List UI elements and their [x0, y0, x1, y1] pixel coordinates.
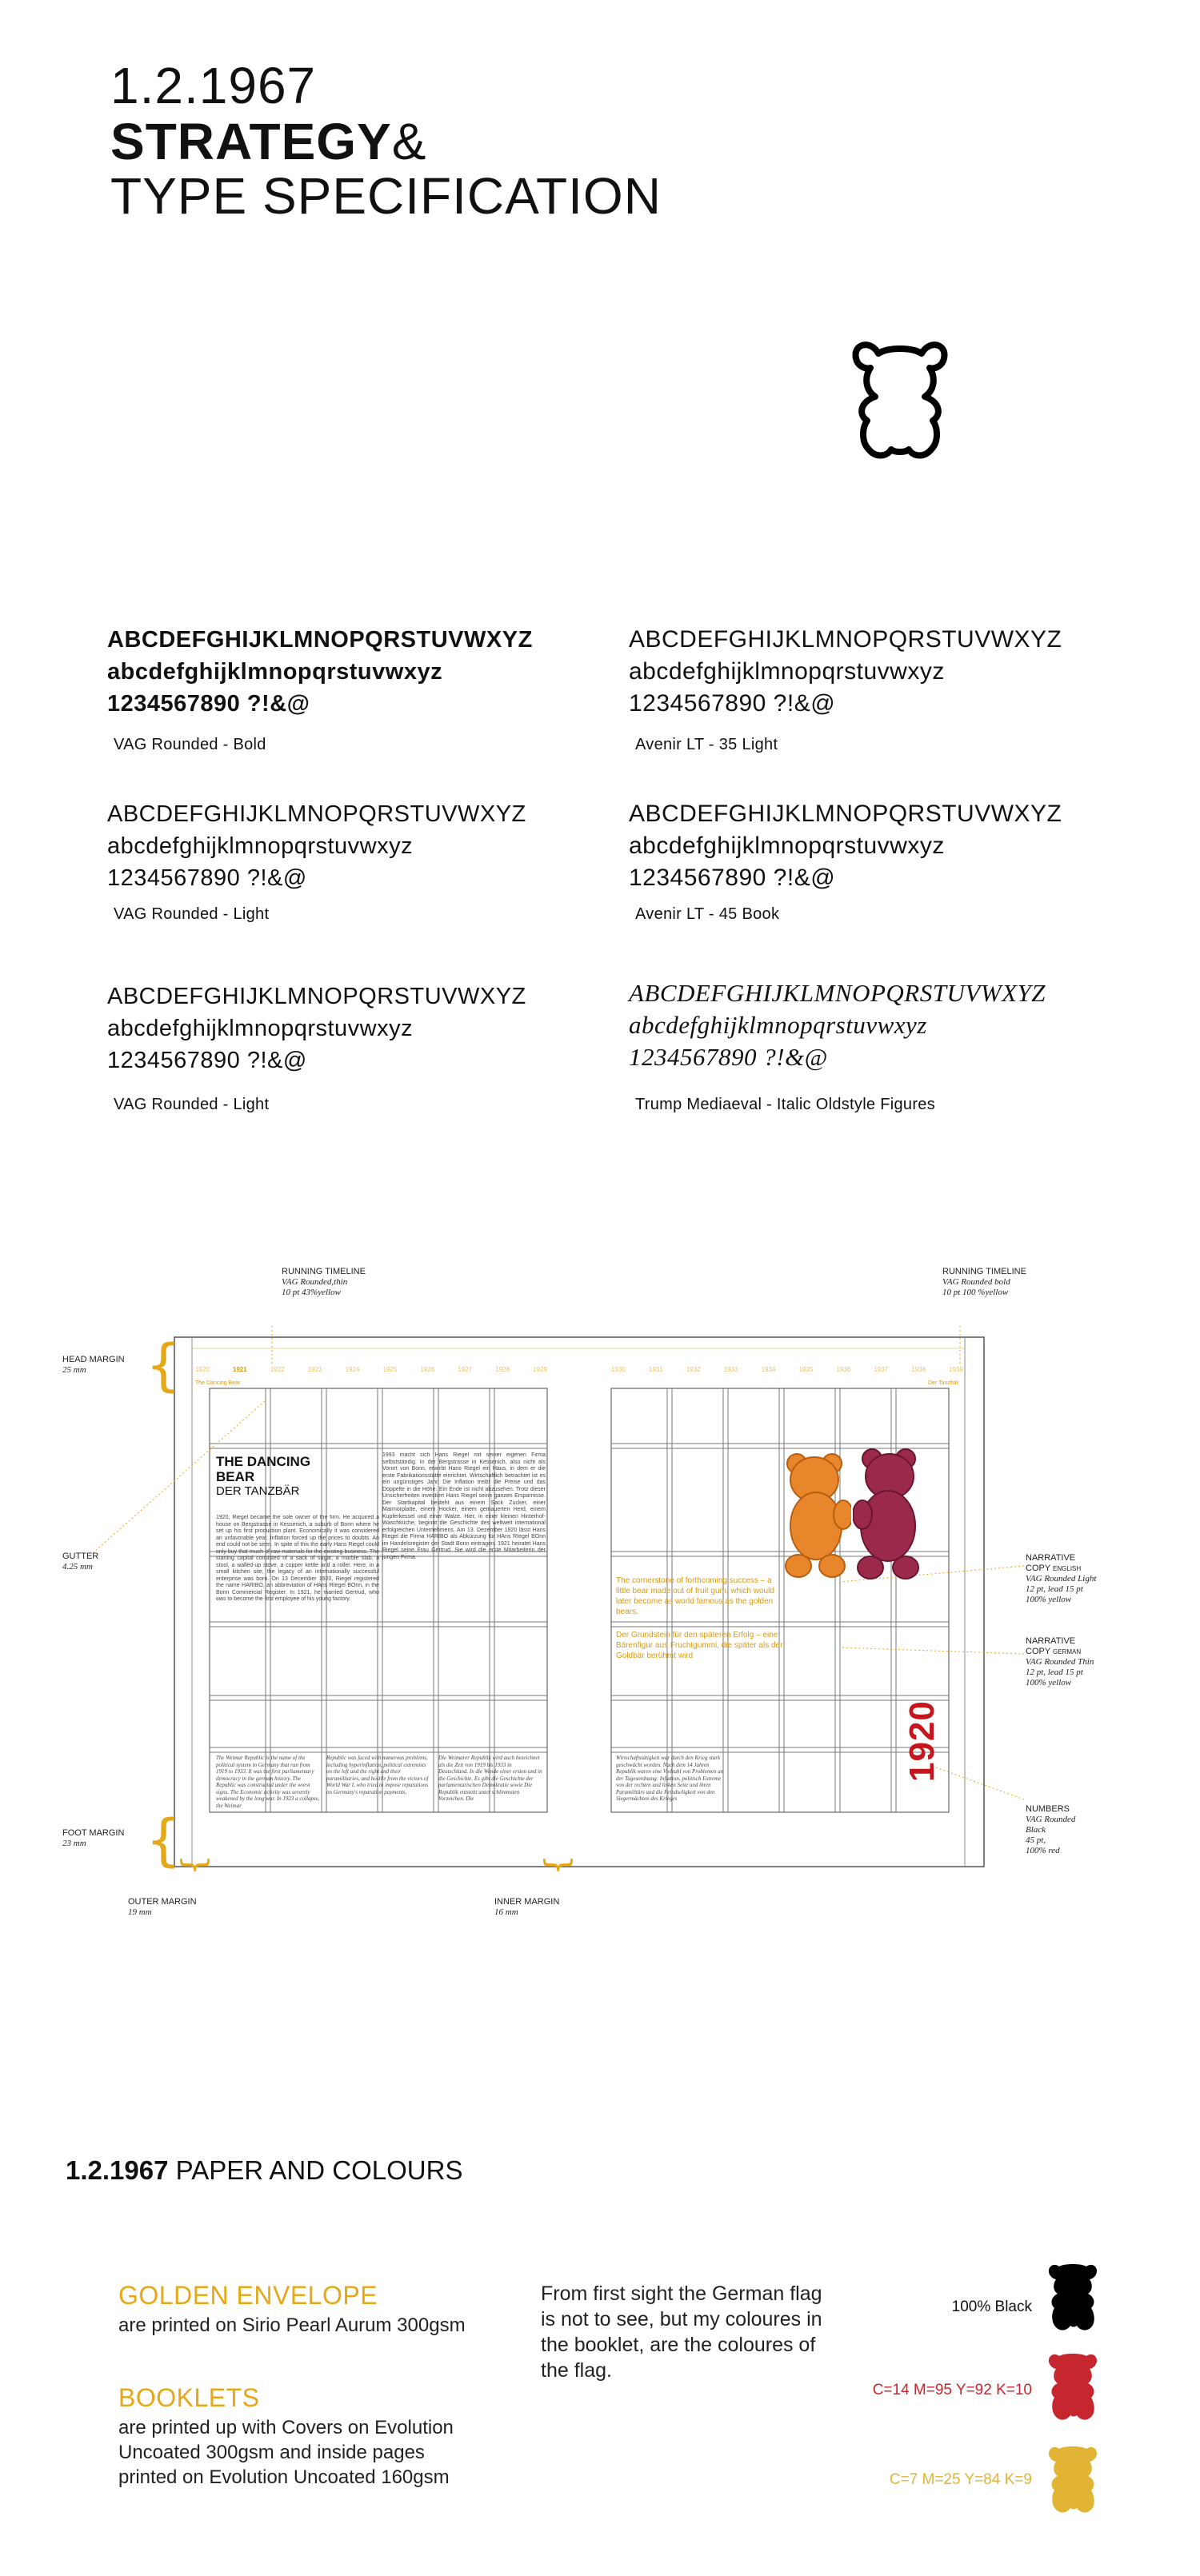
header-date: 1.2.1967 [110, 57, 317, 114]
specimen-digits: 1234567890 ?!&@ [629, 1043, 828, 1071]
specimen-upper: ABCDEFGHIJKLMNOPQRSTUVWXYZ [629, 626, 1062, 653]
annotation-tag: ENGLISH [1053, 1565, 1082, 1572]
timeline-year: 1924 [345, 1366, 360, 1373]
narrative-copy-german: Der Grundstein für den späteren Erfolg – eine Bärenfigur aus Fruchtgummi, die später als der Goldbär berühmt wird [616, 1631, 783, 1660]
specimen-digits: 1234567890 ?!&@ [107, 865, 307, 891]
specimen-digits: 1234567890 ?!&@ [107, 1048, 307, 1073]
annotation-line: VAG Rounded Thin [1026, 1657, 1094, 1667]
footnote-col-1: The Weimar Republic is the name of the political system in Germany that ran from 1919 to 1933. It was the first parliamentary democracy in the german history. The Republic was constructed under the worst signs. The Economic activity was severely weakened by the long war. In 1923 a collapse, the Weimar [216, 1755, 320, 1809]
specimen-lower: abcdefghijklmnopqrstuvwxyz [629, 833, 945, 859]
footnote-col-2: Republic was faced with numerous problems, including hyperinflation, political extremists on the left and the right and their paramilitaries, and hostile from the victors of World War I, who tried to impose reparations on Germany's reparation payments. [326, 1755, 429, 1795]
timeline-year: 1937 [874, 1366, 889, 1373]
annotation-running-timeline-left [282, 1267, 366, 1298]
annotation-line: 100% red [1026, 1846, 1060, 1855]
annotation-title: NARRATIVE [1026, 1553, 1076, 1563]
head-margin-bracket: { [146, 1332, 182, 1398]
annotation-line: VAG Rounded [1026, 1815, 1076, 1824]
red-bear-image [853, 1443, 925, 1584]
annotation-line: VAG Rounded bold [942, 1277, 1010, 1287]
annotation-foot-margin [62, 1828, 124, 1849]
timeline-year: 1933 [723, 1366, 738, 1373]
body-copy-german: 1993 macht sich Hans Riegel mit seiner eigenen Firma selbstständig. In der Bergstrasse in Kessenich, also nicht als Vorort von Bonn, erwirbt Hans Riegel ein Haus, in dem er die erste Fabrikationsstätte einrichtet. Wirtschaftlich betrachtet ist es ein ungünstiges Jahr. Die Inflation treibt die Preise und das Doppelte in die Höhe. Ein Ende ist nicht abzusehen. Trotz dieser Unsicherheiten investiert Hans Riegel seine ganzen Ersparnisse. Der Startkapital besteht aus einem Sack Zucker, einer Marmorplatte, einem Hocker, einem gemauerten Herd, einem Kupferkessel und einer Walze. Hier, in einer kleinen Hinterhof-Waschküche, beginnt die Geschichte des weltweit international erfolgreichen Unternehmens. Am 13. Dezember 1920 lässt Hans Riegel die Firma HARIBO als Abkürzung für HAns RIegel BOnn im Handelsregister der Stadt Bonn eintragen. 1921 heiratet Hans Riegel seine Frau Gertrud. Sie wird die erste Mitarbeiterin der jungen Firma. [382, 1452, 546, 1560]
red-bear-swatch [1046, 2351, 1099, 2422]
specimen-lower: abcdefghijklmnopqrstuvwxyz [107, 833, 414, 859]
timeline-year: 1931 [648, 1366, 663, 1373]
annotation-title: COPY [1026, 1647, 1050, 1656]
swatch-label-yellow: C=7 M=25 Y=84 K=9 [889, 2471, 1032, 2488]
left-running-head: The Dancing Bear [195, 1380, 241, 1386]
swatch-label-red: C=14 M=95 Y=92 K=10 [872, 2382, 1032, 2398]
timeline-year: 1925 [382, 1366, 398, 1373]
article-headline [216, 1454, 310, 1484]
flag-text: From first sight the German flag is not to see, but my coloures in the booklet, are the coloures of the flag. [541, 2282, 822, 2382]
annotation-line: 10 pt 100 %yellow [942, 1288, 1009, 1297]
inner-margin-bracket: { [538, 1855, 576, 1875]
annotation-title: GUTTER [62, 1552, 99, 1561]
article-headline-german: DER TANZBÄR [216, 1484, 300, 1498]
annotation-narrative-english [1026, 1553, 1096, 1605]
annotation-line: 4.25 mm [62, 1562, 93, 1572]
body-copy-english: 1920, Riegel became the sole owner of the firm. He acquired a house on Bergstrasse in Kessenich, a suburb of Bonn where he set up his first production plant. Economically it was considered an unfavorable year. Inflation forced up the prices to doubts. An end could not be seen. In spite of this the early Hans Riegel could only buy that much of raw materials for the existing business. The starting capital consisted of a sack of sugar, a marble slab, a stool, a walled-up stove, a copper kettle and a roller. Here, in a small kitchen site, the legacy of an internationally successful enterprise was born. On 13 December 1920, Riegel registered the name HARIBO, an abbreviation of HAns RIegel BOnn, in the Bonn Commercial Register. In 1921, he married Gertrud, who was to become the first employee of his young factory. [216, 1515, 379, 1602]
specimen-vag-light-2 [107, 980, 526, 1076]
specimen-vag-light [107, 798, 526, 894]
headline-line: THE DANCING [216, 1454, 311, 1469]
annotation-line: 45 pt, [1026, 1835, 1046, 1845]
specimen-digits: 1234567890 ?!&@ [629, 865, 836, 891]
header-strategy [110, 114, 426, 170]
swatch-label-black: 100% Black [951, 2298, 1032, 2315]
timeline-year: 1922 [270, 1366, 285, 1373]
annotation-line: 100% yellow [1026, 1678, 1072, 1687]
annotation-line: 10 pt 43%yellow [282, 1288, 341, 1297]
footnote-col-4: Wirtschaftstätigkeit war durch den Krieg stark geschwächt worden. Nach dem 14 Jahren Republik waren eine Vielzahl von Problemen an der Tagesordnung: Inflation, politisch Extreme von der rechten und linken Seite und ihren Paramilitärs und die Feindseligkeit von den Siegermächten des Krieges [616, 1755, 724, 1802]
paper-section-title [66, 2155, 462, 2186]
timeline-year: 1926 [420, 1366, 435, 1373]
annotation-head-margin [62, 1355, 125, 1376]
headline-line: BEAR [216, 1469, 255, 1484]
header-subtitle: TYPE SPECIFICATION [110, 167, 662, 225]
specimen-upper: ABCDEFGHIJKLMNOPQRSTUVWXYZ [629, 979, 1046, 1007]
annotation-tag: GERMAN [1053, 1648, 1082, 1655]
annotation-title: INNER MARGIN [494, 1897, 560, 1907]
strategy-word: STRATEGY [110, 113, 392, 170]
annotation-line: VAG Rounded,thin [282, 1277, 348, 1287]
annotation-title: NARRATIVE [1026, 1636, 1076, 1646]
specimen-lower: abcdefghijklmnopqrstuvwxyz [629, 1011, 927, 1039]
annotation-outer-margin [128, 1897, 197, 1918]
timeline-year-current: 1921 [232, 1366, 247, 1373]
section-title-date: 1.2.1967 [66, 2155, 169, 2185]
annotation-line: VAG Rounded Light [1026, 1574, 1097, 1584]
yellow-bear-swatch [1046, 2444, 1099, 2514]
specimen-label: VAG Rounded - Light [114, 1096, 270, 1113]
right-running-head: Der Tanzbär [928, 1380, 959, 1386]
timeline-year: 1920 [195, 1366, 210, 1373]
timeline-year: 1932 [686, 1366, 701, 1373]
specimen-avenir-light [629, 624, 1062, 720]
bear-outline-icon [848, 337, 952, 465]
specimen-lower: abcdefghijklmnopqrstuvwxyz [107, 659, 443, 685]
outer-margin-bracket: { [175, 1855, 213, 1875]
narrative-copy-english: The cornerstone of forthcoming success – a little bear made out of fruit gum, which would later become as world famous as the golden bears. [616, 1576, 774, 1616]
specimen-lower: abcdefghijklmnopqrstuvwxyz [629, 658, 945, 685]
timeline-year: 1934 [761, 1366, 776, 1373]
timeline-year: 1927 [458, 1366, 473, 1373]
right-timeline [611, 1366, 963, 1373]
specimen-digits: 1234567890 ?!&@ [107, 691, 310, 717]
booklets-text: are printed up with Covers on Evolution Uncoated 300gsm and inside pages printed on Evolution Uncoated 160gsm [118, 2417, 454, 2488]
specimen-upper: ABCDEFGHIJKLMNOPQRSTUVWXYZ [107, 627, 533, 653]
timeline-year: 1939 [949, 1366, 963, 1373]
annotation-title: FOOT MARGIN [62, 1828, 125, 1838]
specimen-lower: abcdefghijklmnopqrstuvwxyz [107, 1016, 414, 1041]
specimen-label: VAG Rounded - Bold [114, 736, 266, 753]
foot-margin-bracket: { [146, 1807, 182, 1873]
timeline-year: 1930 [611, 1366, 626, 1373]
specimen-label: Avenir LT - 35 Light [635, 736, 778, 753]
timeline-year: 1938 [911, 1366, 926, 1373]
specimen-label: VAG Rounded - Light [114, 905, 270, 923]
annotation-line: 19 mm [128, 1907, 152, 1917]
timeline-year: 1928 [495, 1366, 510, 1373]
annotation-inner-margin [494, 1897, 559, 1918]
specimen-label: Avenir LT - 45 Book [635, 905, 780, 923]
annotation-line: 25 mm [62, 1365, 86, 1375]
annotation-gutter [62, 1552, 98, 1572]
left-timeline [195, 1366, 547, 1373]
annotation-title: NUMBERS [1026, 1804, 1070, 1814]
ampersand: & [391, 113, 427, 170]
annotation-title: HEAD MARGIN [62, 1355, 125, 1364]
specimen-avenir-book [629, 798, 1062, 894]
big-year-number: 1920 [902, 1700, 942, 1782]
layout-diagram [0, 1248, 1200, 1967]
timeline-year: 1929 [533, 1366, 547, 1373]
timeline-year: 1935 [798, 1366, 814, 1373]
annotation-narrative-german [1026, 1636, 1094, 1688]
annotation-line: 16 mm [494, 1907, 518, 1917]
specimen-label: Trump Mediaeval - Italic Oldstyle Figures [635, 1096, 936, 1113]
specimen-upper: ABCDEFGHIJKLMNOPQRSTUVWXYZ [629, 801, 1062, 827]
booklets-heading: BOOKLETS [118, 2383, 260, 2412]
golden-envelope-heading: GOLDEN ENVELOPE [118, 2281, 378, 2310]
annotation-title: COPY [1026, 1564, 1050, 1573]
orange-bear-image [779, 1446, 851, 1582]
annotation-line: 23 mm [62, 1839, 86, 1848]
annotation-title: RUNNING TIMELINE [282, 1267, 366, 1276]
timeline-year: 1936 [836, 1366, 851, 1373]
annotation-title: OUTER MARGIN [128, 1897, 197, 1907]
specimen-trump-italic [629, 977, 1046, 1073]
annotation-title: RUNNING TIMELINE [942, 1267, 1026, 1276]
specimen-digits: 1234567890 ?!&@ [629, 690, 836, 717]
annotation-line: Black [1026, 1825, 1046, 1835]
black-bear-swatch [1046, 2262, 1099, 2332]
golden-envelope-text: are printed on Sirio Pearl Aurum 300gsm [118, 2314, 466, 2336]
section-title-text: PAPER AND COLOURS [175, 2155, 463, 2185]
annotation-line: 12 pt, lead 15 pt [1026, 1667, 1083, 1677]
timeline-year: 1923 [307, 1366, 322, 1373]
specimen-vag-bold [107, 624, 533, 720]
annotation-line: 12 pt, lead 15 pt [1026, 1584, 1083, 1594]
footnote-col-3: Die Weimarer Republik wird auch bezeichnet als die Zeit von 1919 bis 1933 in Deutschland. In die Wende einer ersten und in die Geschichte. Es gibt die Geschichte der parlamentarischen Demokratie sowie Die Republik entsteht unter schlimmsten Vorzeichen. Die [438, 1755, 542, 1802]
annotation-running-timeline-right [942, 1267, 1026, 1298]
annotation-numbers [1026, 1804, 1075, 1856]
specimen-upper: ABCDEFGHIJKLMNOPQRSTUVWXYZ [107, 984, 526, 1009]
annotation-line: 100% yellow [1026, 1595, 1072, 1604]
specimen-upper: ABCDEFGHIJKLMNOPQRSTUVWXYZ [107, 801, 526, 827]
